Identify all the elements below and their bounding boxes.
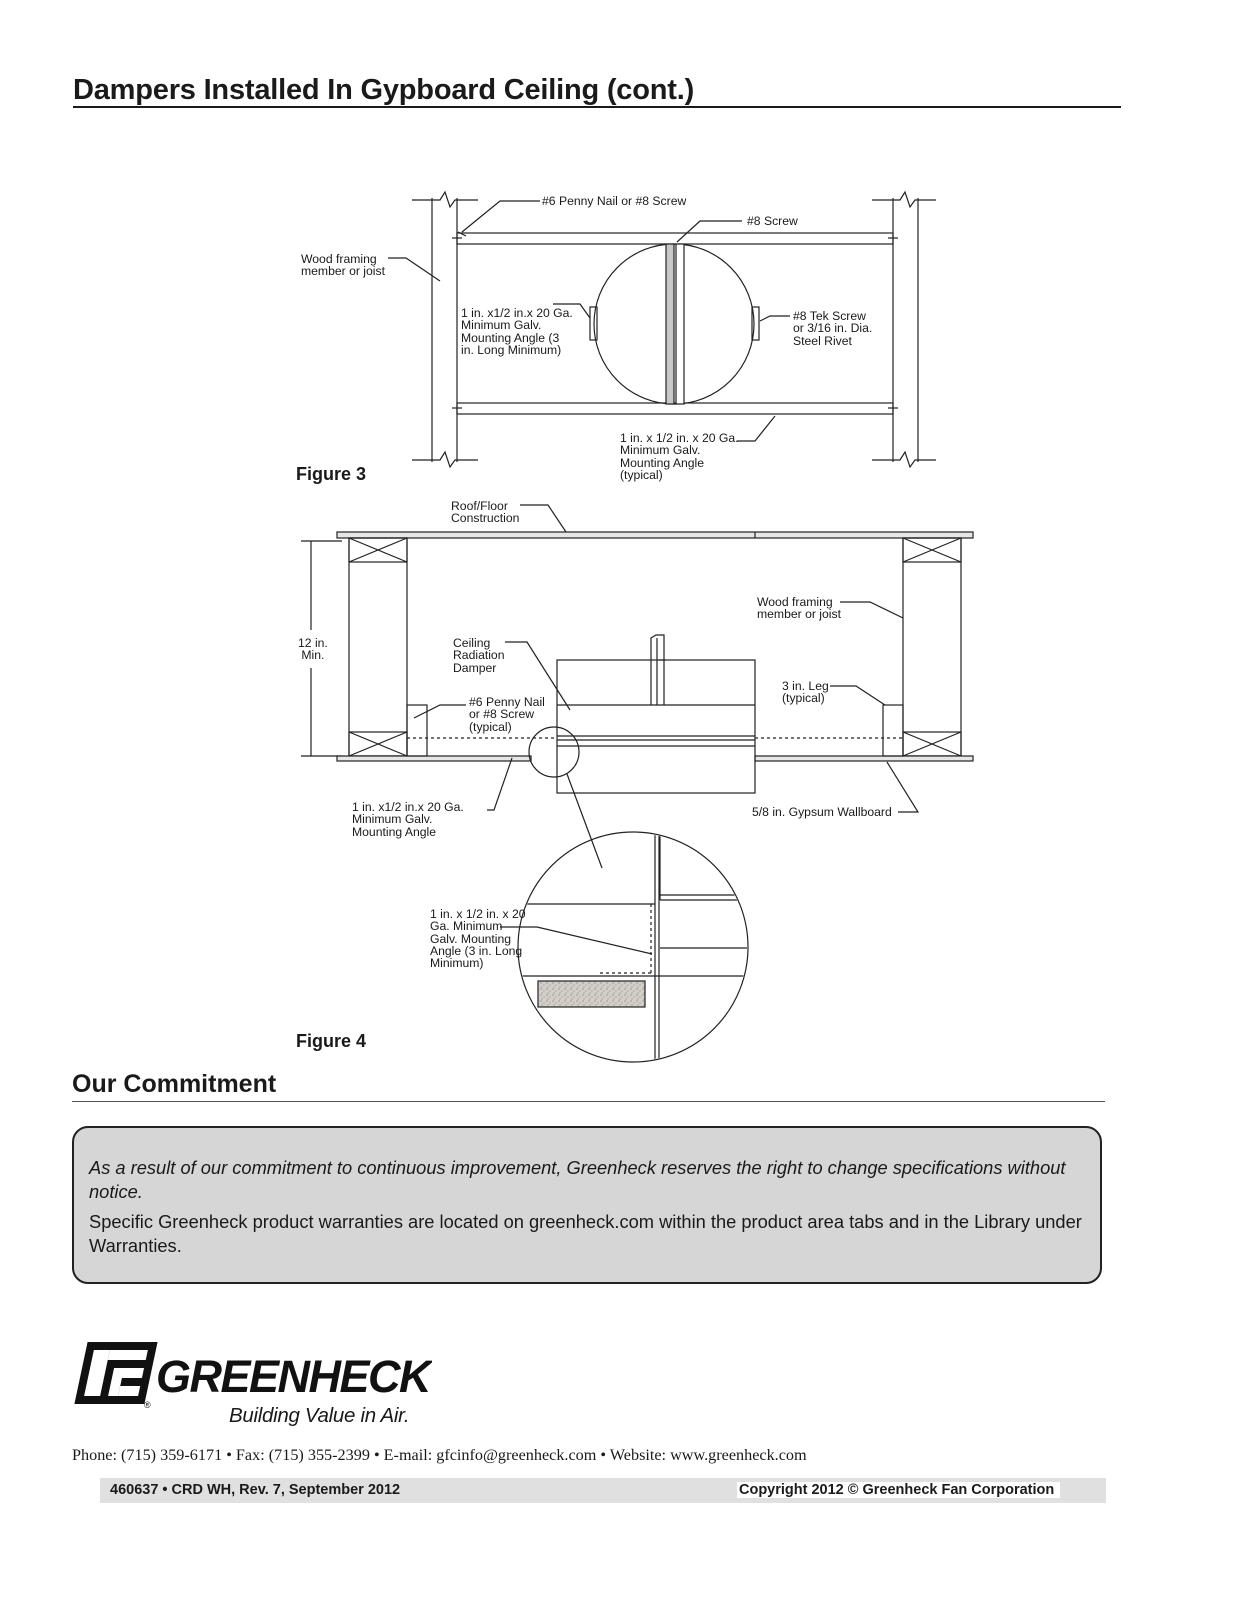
label-8-screw: #8 Screw [747,214,798,228]
label-ceiling-damper: Ceiling Radiation Damper [453,636,505,675]
label-tek-screw: #8 Tek Screw or 3/16 in. Dia. Steel Rivet [793,309,873,348]
figure-4-drawing [0,490,1237,1090]
figure-3-caption: Figure 3 [296,464,367,484]
warranty-text: Specific Greenheck product warranties are located on greenheck.com within the product area tabs and in the Library under Warranties. [89,1211,1082,1256]
figure-4-caption: Figure 4 [296,1031,367,1051]
label-gypsum-wallboard: 5/8 in. Gypsum Wallboard [752,805,892,819]
footer-doc-info: 460637 • CRD WH, Rev. 7, September 2012 [110,1482,401,1498]
contact-line: Phone: (715) 359-6171 • Fax: (715) 355-2399 • E-mail: gfcinfo@greenheck.com • Website: www.greenheck.com [72,1446,807,1464]
footer-copyright: Copyright 2012 © Greenheck Fan Corporation [737,1482,1060,1498]
label-penny-nail: #6 Penny Nail or #8 Screw [542,194,687,208]
tagline: Building Value in Air. [229,1404,410,1427]
notice-text: As a result of our commitment to continuous improvement, Greenheck reserves the right to change specifications without notice. [89,1157,1066,1202]
label-detail-angle: 1 in. x 1/2 in. x 20 Ga. Minimum Galv. Mounting Angle (3 in. Long Minimum) [430,907,526,971]
label-3in-leg: 3 in. Leg (typical) [782,679,829,706]
label-12in-min: 12 in. Min. [298,636,328,663]
label-wood-framing: Wood framing member or joist [301,252,385,279]
section-divider [72,1101,1105,1102]
label-mounting-angle-min: 1 in. x1/2 in.x 20 Ga. Minimum Galv. Mounting Angle [352,800,464,839]
label-mounting-angle: 1 in. x1/2 in.x 20 Ga. Minimum Galv. Mounting Angle (3 in. Long Minimum) [461,306,573,357]
page-title: Dampers Installed In Gypboard Ceiling (cont.) [73,74,695,106]
label-roof-floor: Roof/Floor Construction [451,499,520,526]
logo-wordmark: GREENHECK [156,1351,431,1402]
notice-box [72,1126,1102,1284]
label-wood-framing-joist: Wood framing member or joist [757,595,841,622]
section-title: Our Commitment [72,1070,277,1098]
registered-mark: ® [144,1400,151,1410]
label-nail-typical: #6 Penny Nail or #8 Screw (typical) [469,695,545,734]
label-mounting-angle-typical: 1 in. x 1/2 in. x 20 Ga. Minimum Galv. Mounting Angle (typical) [620,431,739,482]
